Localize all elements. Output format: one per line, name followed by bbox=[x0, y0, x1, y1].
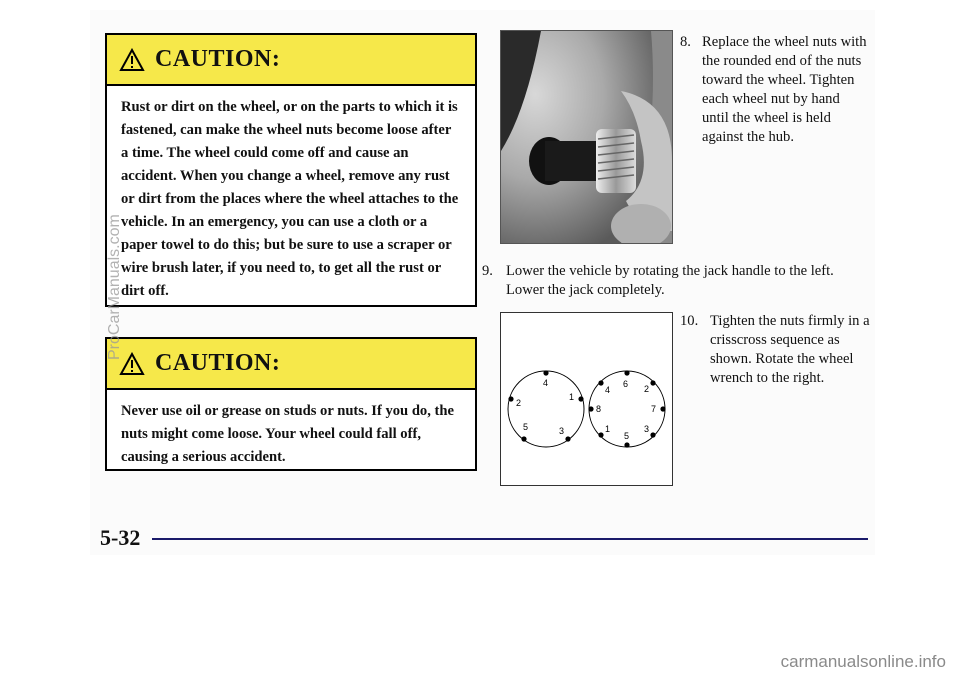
footer-rule bbox=[152, 538, 868, 540]
wheel-nut-photo bbox=[500, 30, 673, 244]
nut-label: 1 bbox=[569, 392, 575, 402]
step-text: Replace the wheel nuts with the rounded end of the nuts toward the wheel. Tighten each wheel nut by hand until the wheel is held against the hub. bbox=[702, 34, 867, 145]
caution-title: CAUTION: bbox=[155, 350, 281, 376]
eight-nut-pattern bbox=[588, 370, 665, 447]
nut-label: 4 bbox=[605, 385, 611, 395]
step-number: 8. bbox=[680, 34, 691, 50]
caution-text: Never use oil or grease on studs or nuts. If you do, the nuts might come loose. Your wheel could fall off, causing a serious accident. bbox=[121, 403, 454, 465]
nut-label: 7 bbox=[651, 404, 657, 414]
five-nut-pattern bbox=[508, 370, 584, 447]
caution-title: CAUTION: bbox=[155, 46, 281, 72]
side-watermark: ProCarManuals.com bbox=[106, 214, 123, 360]
nut-label: 4 bbox=[543, 378, 549, 388]
page-number: 5-32 bbox=[100, 525, 141, 550]
step-8 bbox=[680, 33, 870, 147]
wheel-nut-illustration bbox=[501, 31, 672, 243]
warning-triangle-icon bbox=[119, 48, 145, 72]
caution-text: Rust or dirt on the wheel, or on the parts to which it is fastened, can make the wheel nuts become loose after a time. The wheel could come off and cause an accident. When you change a wheel, remove any rust or dirt from the places where the wheel attaches to the vehicle. In an emergency, you can use a cloth or a paper towel to do this; but be sure to use a scraper or wire brush later, if you need to, to get all the rust or dirt off. bbox=[121, 99, 459, 299]
caution-box-rust bbox=[105, 33, 477, 307]
step-10 bbox=[680, 312, 870, 388]
step-number: 9. bbox=[482, 263, 493, 279]
caution-box-grease bbox=[105, 337, 477, 471]
step-9 bbox=[482, 262, 867, 300]
nut-label: 5 bbox=[523, 422, 529, 432]
step-text: Tighten the nuts firmly in a crisscross sequence as shown. Rotate the wheel wrench to the right. bbox=[710, 313, 870, 386]
step-text: Lower the vehicle by rotating the jack handle to the left. Lower the jack completely. bbox=[506, 263, 834, 298]
nut-label: 2 bbox=[644, 384, 650, 394]
caution-header bbox=[107, 339, 475, 390]
bottom-watermark: carmanualsonline.info bbox=[780, 652, 946, 671]
nut-label: 3 bbox=[559, 426, 565, 436]
nut-label: 6 bbox=[623, 379, 629, 389]
caution-header bbox=[107, 35, 475, 86]
step-number: 10. bbox=[680, 313, 699, 329]
nut-label: 5 bbox=[624, 431, 630, 441]
nut-label: 8 bbox=[596, 404, 602, 414]
nut-label: 3 bbox=[644, 424, 650, 434]
nut-label: 2 bbox=[516, 398, 522, 408]
nut-label: 1 bbox=[605, 424, 611, 434]
crisscross-sequence-diagram bbox=[500, 312, 673, 486]
